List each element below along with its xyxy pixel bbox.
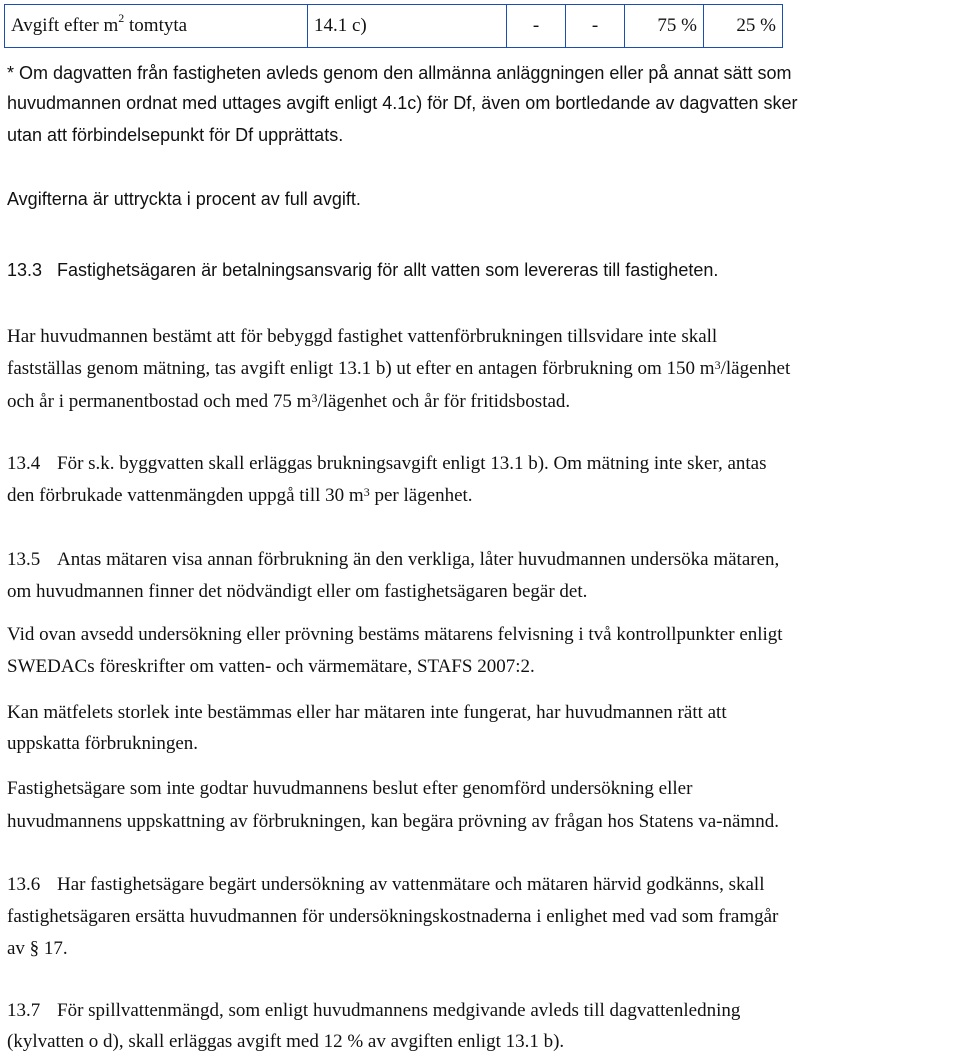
- section-text: Fastighetsägaren är betalningsansvarig för allt vatten som levereras till fastigheten.: [57, 260, 719, 280]
- fee-percent-cell-1: 75 %: [625, 5, 704, 48]
- section-13-6-line-2: fastighetsägaren ersätta huvudmannen för undersökningskostnaderna i enlighet med vad som framgår: [7, 906, 779, 927]
- section-number: 13.7: [7, 1000, 41, 1021]
- fee-table: [4, 4, 783, 48]
- table-row: [5, 5, 783, 48]
- section-number: 13.4: [7, 453, 41, 474]
- har-line-3-suffix: /lägenhet och år för fritidsbostad.: [317, 391, 571, 412]
- fee-dash-cell-1: -: [507, 5, 566, 48]
- vid-line-2: SWEDACs föreskrifter om vatten- och värmemätare, STAFS 2007:2.: [7, 656, 535, 677]
- section-number: 13.3: [7, 260, 43, 280]
- section-13-6-line-3: av § 17.: [7, 938, 68, 959]
- kan-line-2: uppskatta förbrukningen.: [7, 733, 199, 754]
- footnote-line-1: * Om dagvatten från fastigheten avleds genom den allmänna anläggningen eller på annat sätt som: [7, 63, 792, 83]
- fee-dash-cell-2: -: [566, 5, 625, 48]
- fast-line-2: huvudmannens uppskattning av förbrukningen, kan begära prövning av frågan hos Statens va-nämnd.: [7, 811, 779, 832]
- fee-ref-cell: 14.1 c): [308, 5, 507, 48]
- fast-line-1: Fastighetsägare som inte godtar huvudmannens beslut efter genomförd undersökning eller: [7, 778, 693, 799]
- har-line-2-text: fastställas genom mätning, tas avgift enligt 13.1 b) ut efter en antagen förbrukning om 150 m: [7, 358, 715, 379]
- section-text: Har fastighetsägare begärt undersökning av vattenmätare och mätaren härvid godkänns, skall: [57, 874, 765, 895]
- section-13-4-line-2: [7, 485, 473, 507]
- section-text: För spillvattenmängd, som enligt huvudmannens medgivande avleds till dagvattenledning: [57, 1000, 741, 1021]
- section-text-suffix: per lägenhet.: [369, 485, 473, 506]
- footnote-line-2: huvudmannen ordnat med uttages avgift enligt 4.1c) för Df, även om bortledande av dagvatten sker: [7, 93, 798, 113]
- fee-label-exponent: 2: [118, 11, 125, 25]
- section-text: För s.k. byggvatten skall erläggas brukningsavgift enligt 13.1 b). Om mätning inte sker, antas: [57, 453, 767, 474]
- section-13-6-line-1: [7, 874, 765, 896]
- section-text: Antas mätaren visa annan förbrukning än den verkliga, låter huvudmannen undersöka mätaren,: [57, 549, 780, 570]
- footnote-line-3: utan att förbindelsepunkt för Df upprättats.: [7, 125, 344, 145]
- fee-percent-cell-2: 25 %: [704, 5, 783, 48]
- section-13-7-line-2: (kylvatten o d), skall erläggas avgift med 12 % av avgiften enligt 13.1 b).: [7, 1031, 565, 1052]
- har-line-2-suffix: /lägenhet: [720, 358, 791, 379]
- har-line-2: [7, 358, 790, 380]
- exponent: 3: [363, 485, 370, 499]
- exponent: 3: [714, 358, 721, 372]
- fee-label: Avgift efter m: [11, 15, 119, 36]
- har-line-1: Har huvudmannen bestämt att för bebyggd fastighet vattenförbrukningen tillsvidare inte skall: [7, 326, 718, 347]
- percent-note: Avgifterna är uttryckta i procent av full avgift.: [7, 189, 361, 209]
- section-number: 13.5: [7, 549, 41, 570]
- section-13-5-line-1: [7, 549, 779, 571]
- section-13-5-line-2: om huvudmannen finner det nödvändigt eller om fastighetsägaren begär det.: [7, 581, 588, 602]
- fee-label-suffix: tomtyta: [124, 15, 188, 36]
- kan-line-1: Kan mätfelets storlek inte bestämmas eller har mätaren inte fungerat, har huvudmannen rätt att: [7, 702, 727, 723]
- section-number: 13.6: [7, 874, 41, 895]
- section-13-3: [7, 259, 718, 281]
- section-13-4-line-1: [7, 453, 767, 475]
- section-text: den förbrukade vattenmängden uppgå till 30 m: [7, 485, 364, 506]
- har-line-3-text: och år i permanentbostad och med 75 m: [7, 391, 312, 412]
- fee-label-cell: [5, 5, 308, 48]
- har-line-3: [7, 391, 570, 413]
- section-13-7-line-1: [7, 1000, 740, 1022]
- exponent: 3: [311, 391, 318, 405]
- vid-line-1: Vid ovan avsedd undersökning eller prövning bestäms mätarens felvisning i två kontrollpunkter enligt: [7, 624, 783, 645]
